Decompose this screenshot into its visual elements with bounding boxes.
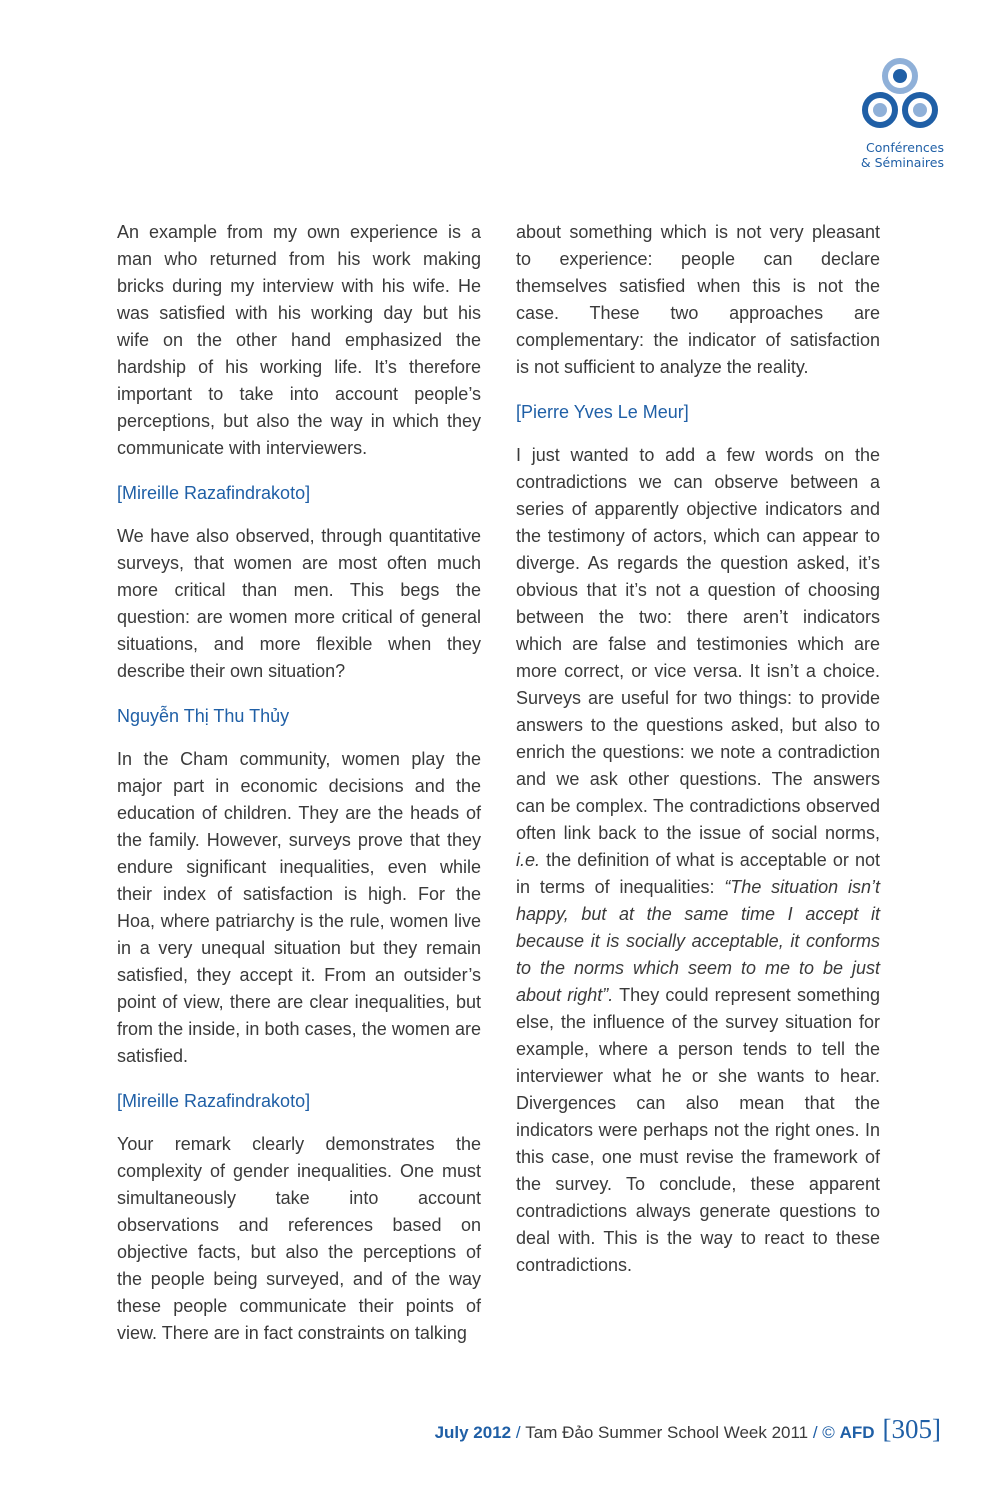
speaker-name: Nguyễn Thị Thu Thủy — [117, 706, 290, 726]
footer-copyright: / © — [808, 1423, 840, 1442]
footer-date: July 2012 — [434, 1423, 512, 1442]
footer-event: Tam Đảo Summer School Week 2011 — [525, 1423, 809, 1442]
page-number: [305] — [882, 1414, 941, 1444]
logo-text — [852, 140, 944, 170]
footer-separator: / — [511, 1423, 526, 1442]
logo-line-1: Conférences — [866, 140, 944, 155]
logo-line-2: & Séminaires — [860, 155, 944, 170]
paragraph: about something which is not very pleasant to experience: people can declare themselves satisfied when this is not the case. These two approaches are complementary: the indicator of satisfaction is not sufficient to analyze the reality. — [516, 222, 880, 377]
speaker-name: [Mireille Razafindrakoto] — [117, 1091, 311, 1111]
paragraph: An example from my own experience is a man who returned from his work making bricks during my interview with his wife. He was satisfied with his working day but his wife on the other hand emphasized the hardship of his working life. It’s therefore important to take into account people’s perceptions, but also the way in which they communicate with interviewers. — [117, 222, 481, 458]
paragraph — [516, 442, 880, 1279]
text-segment: the definition of what is acceptable or not in terms of inequalities: — [516, 850, 880, 897]
right-column — [516, 219, 880, 1297]
speaker-name: [Pierre Yves Le Meur] — [516, 402, 689, 422]
page-footer — [435, 1414, 941, 1445]
text-segment: They could represent something else, the influence of the survey situation for example, where a person tends to tell the interviewer what he or she wants to hear. Divergences can also mean that the indicators were perhaps not the right ones. In this case, one must revise the framework of the survey. To conclude, these apparent contradictions always generate questions to deal with. This is the way to react to these contradictions. — [516, 985, 880, 1275]
text-segment: I just wanted to add a few words on the contradictions we can observe between a series of apparently objective indicators and the testimony of actors, which can appear to diverge. As regards the question asked, it’s obvious that it’s not a question of choosing between the two: there aren’t indicators which are false and testimonies which are more correct, or vice versa. It isn’t a choice. Surveys are useful for two things: to provide answers to the questions asked, but also to enrich the questions: we note a contradiction and we ask other questions. The answers can be complex. The contradictions observed often link back to the issue of social norms, — [516, 445, 880, 843]
footer-org: AFD — [839, 1423, 875, 1442]
ie-abbreviation: i.e. — [516, 850, 541, 870]
paragraph: Your remark clearly demonstrates the complexity of gender inequalities. One must simultaneously take into account observations and references based on objective facts, but also the perceptions of the people being surveyed, and of the way these people communicate their points of view. There are in fact constraints on talking — [117, 1134, 481, 1343]
paragraph: We have also observed, through quantitative surveys, that women are most often much more critical than men. This begs the question: are women more critical of general situations, and more flexible when they describe their own situation? — [117, 526, 481, 681]
quoted-statement: “The situation isn’t happy, but at the same time I accept it because it is socially acceptable, it conforms to the norms which seem to me to be just about right”. — [516, 877, 880, 1005]
speaker-name: [Mireille Razafindrakoto] — [117, 483, 311, 503]
conferences-logo — [852, 56, 948, 176]
left-column — [117, 219, 481, 1365]
triple-circle-icon — [856, 56, 944, 136]
paragraph: In the Cham community, women play the major part in economic decisions and the education of children. They are the heads of the family. However, surveys prove that they endure significant inequalities, even while their index of satisfaction is high. For the Hoa, where patriarchy is the rule, women live in a very unequal situation but they remain satisfied, they accept it. From an outsider’s point of view, there are clear inequalities, but from the inside, in both cases, the women are satisfied. — [117, 749, 481, 1066]
